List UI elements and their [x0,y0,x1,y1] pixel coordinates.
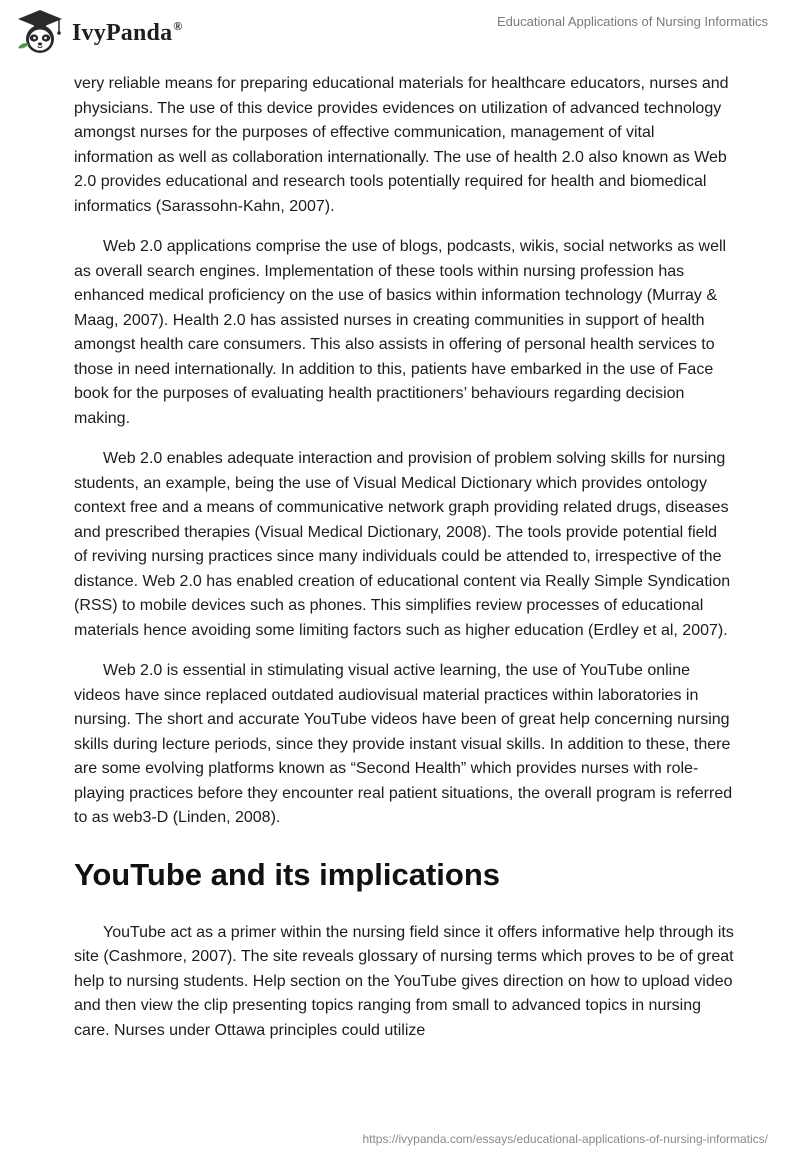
paragraph: Web 2.0 applications comprise the use of blogs, podcasts, wikis, social networks as well as overall search engines. Implementation of these tools within nursing profession has enhanced medical proficiency on the use of basics within information technology (Murray & Maag, 2007). Health 2.0 has assisted nurses in creating communities in support of health amongst health care consumers. This also assists in offering of personal health services to those in need internationally. In addition to this, patients have embarked in the use of Face book for the purposes of evaluating health practitioners’ behaviours regarding decision making. [74,238,727,427]
paragraph: Web 2.0 enables adequate interaction and provision of problem solving skills for nursing students, an example, being the use of Visual Medical Dictionary which provides ontology context free and a means of communicative network graph providing related drugs, diseases and prescribed therapies (Visual Medical Dictionary, 2008). The tools provide potential field of reviving nursing practices since many individuals could be attended to, irrespective of the distance. Web 2.0 has enabled creation of educational content via Really Simple Syndication (RSS) to mobile devices such as phones. This simplifies review processes of educational materials hence avoiding some limiting factors such as higher education (Erdley et al, 2007). [74,450,731,639]
document-title: Educational Applications of Nursing Informatics [497,14,768,29]
page-header [0,0,800,60]
logo-text: IvyPanda® [72,18,183,46]
panda-graduate-icon [14,8,66,56]
paragraph: Web 2.0 is essential in stimulating visual active learning, the use of YouTube online videos have since replaced outdated audiovisual material practices within laboratories in nursing. The short and accurate YouTube videos have been of great help concerning nursing skills during lecture periods, since they provide instant visual skills. In addition to these, there are some evolving platforms known as “Second Health” which provides nurses with role-playing practices before they encounter real patient situations, the overall program is referred to as web3-D (Linden, 2008). [74,662,733,826]
paragraph: very reliable means for preparing educational materials for healthcare educators, nurses and physicians. The use of this device provides evidences on utilization of advanced technology amongst nurses for the purposes of effective communication, management of vital information as well as collaboration internationally. The use of health 2.0 also known as Web 2.0 provides educational and research tools potentially required for health and biomedical informatics (Sarassohn-Kahn, 2007). [74,75,729,215]
ivypanda-logo[interactable] [14,8,182,56]
section-heading: YouTube and its implications [74,856,500,892]
essay-body [74,72,734,1059]
paragraph: YouTube act as a primer within the nursing field since it offers informative help through its site (Cashmore, 2007). The site reveals glossary of nursing terms which proves to be of great help to nursing students. Help section on the YouTube gives direction on how to upload video and then view the clip presenting topics ranging from small to advanced topics in nursing care. Nurses under Ottawa principles could utilize [74,923,734,1039]
source-url[interactable]: https://ivypanda.com/essays/educational-applications-of-nursing-informatics/ [362,1132,768,1146]
